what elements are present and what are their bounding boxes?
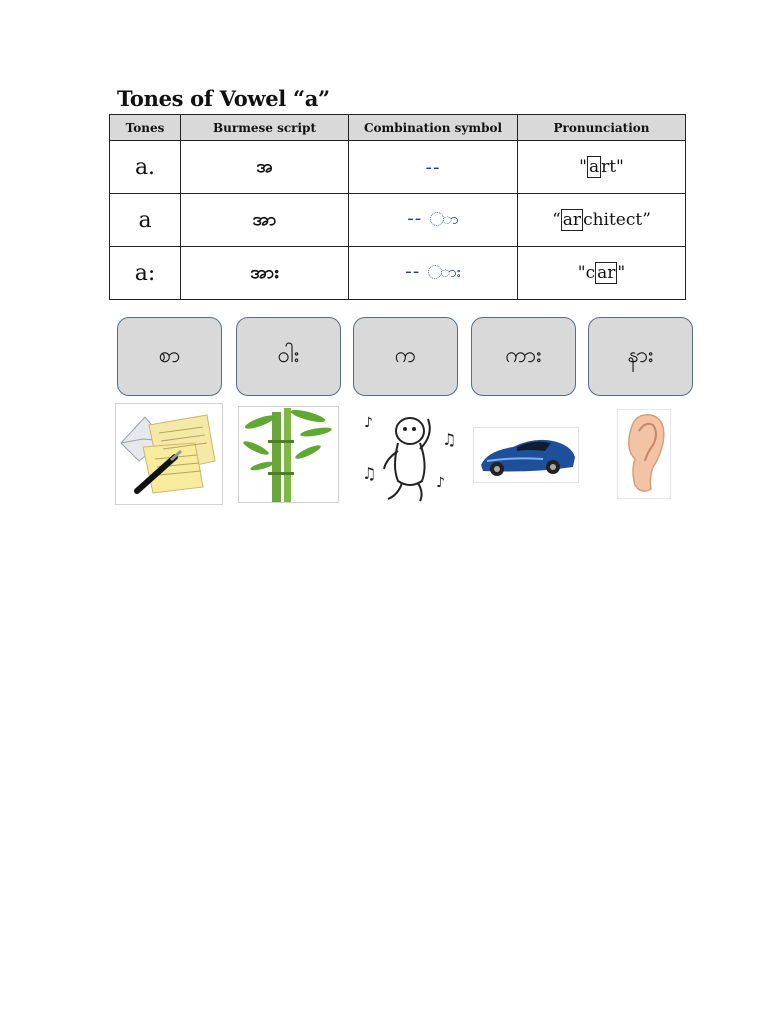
svg-text:♪: ♪ (364, 415, 373, 431)
pron-rest: " (617, 263, 626, 283)
tones-table (109, 114, 686, 300)
pron-rest: rt" (601, 157, 624, 177)
page-title: Tones of Vowel “a” (117, 86, 330, 111)
combo-cell (349, 247, 518, 300)
pronunciation-cell (518, 247, 686, 300)
combo-dash: -- (405, 261, 421, 282)
table-row (110, 194, 686, 247)
script-cell: အ (181, 141, 349, 194)
word-cards (117, 317, 695, 397)
header-tones: Tones (110, 115, 181, 141)
combo-symbol: ာ (442, 209, 459, 228)
pron-boxed: a (588, 157, 600, 177)
tone-cell: a: (110, 247, 181, 300)
word-card[interactable]: ဝါး (236, 317, 341, 396)
bamboo-image (238, 406, 339, 503)
letter-and-pen-image (115, 403, 223, 505)
pron-boxed: ar (562, 210, 582, 230)
dancing-cartoon-image (358, 405, 464, 507)
pron-boxed: ar (597, 263, 616, 283)
combo-cell (349, 141, 518, 194)
word-card[interactable]: က (353, 317, 458, 396)
combo-symbol: ား (440, 262, 461, 281)
combo-dash: -- (407, 208, 423, 229)
pron-open: " (579, 157, 587, 177)
word-card[interactable]: နား (588, 317, 693, 396)
picture-row (115, 403, 695, 508)
script-cell: အား (181, 247, 349, 300)
combo-cell (349, 194, 518, 247)
sports-car-image (473, 427, 579, 483)
ear-image (617, 409, 671, 499)
combo-dash: -- (425, 156, 441, 178)
svg-text:♫: ♫ (442, 430, 457, 449)
script-cell: အာ (181, 194, 349, 247)
pron-open: “ (552, 210, 561, 230)
word-card[interactable]: ကား (471, 317, 576, 396)
header-combination-symbol: Combination symbol (349, 115, 518, 141)
tone-cell: a. (110, 141, 181, 194)
table-header-row (110, 115, 686, 141)
pron-rest: chitect” (583, 210, 651, 230)
table-row (110, 247, 686, 300)
tone-cell: a (110, 194, 181, 247)
pronunciation-cell (518, 194, 686, 247)
header-burmese-script: Burmese script (181, 115, 349, 141)
svg-text:♪: ♪ (436, 475, 445, 491)
word-card[interactable]: စာ (117, 317, 222, 396)
table-row (110, 141, 686, 194)
pron-open: "c (577, 263, 596, 283)
svg-text:♫: ♫ (362, 464, 377, 483)
header-pronunciation: Pronunciation (518, 115, 686, 141)
pronunciation-cell (518, 141, 686, 194)
